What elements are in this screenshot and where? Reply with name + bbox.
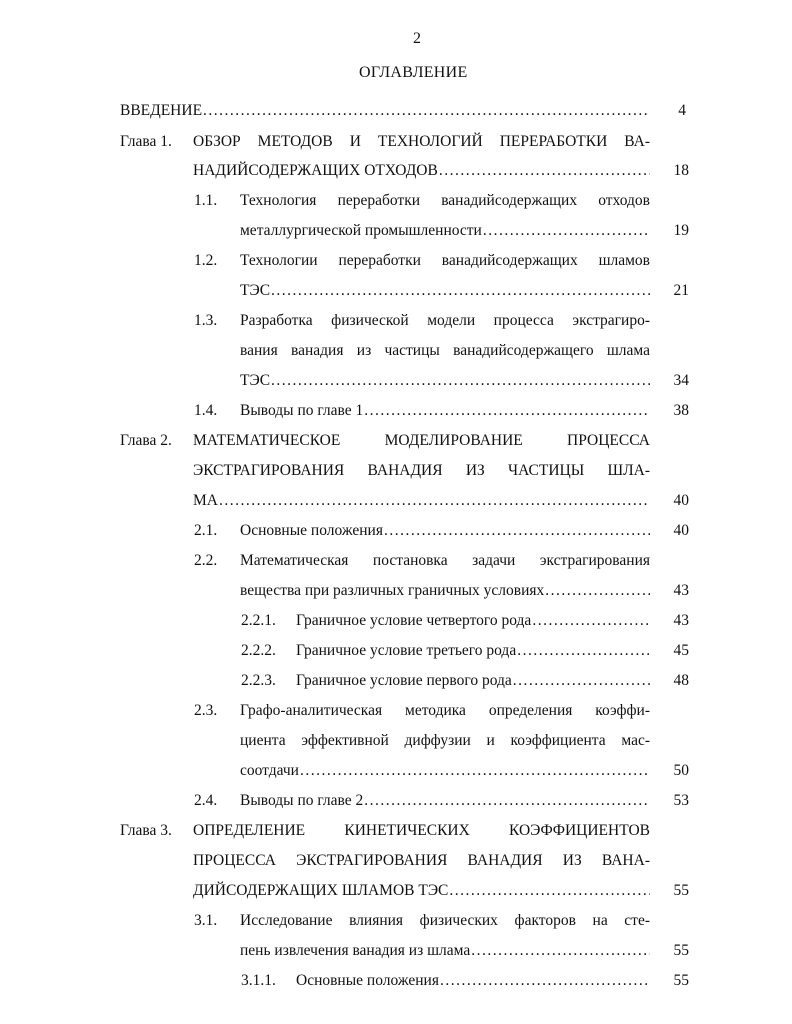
toc-dot-leader: [513, 672, 650, 690]
toc-entry-ch2-line2[interactable]: ЭКСТРАГИРОВАНИЯ ВАНАДИЯ ИЗ ЧАСТИЦЫ ШЛА-: [193, 462, 650, 479]
toc-dot-leader: [219, 492, 650, 510]
toc-dot-leader: [483, 222, 650, 240]
toc-entry-label: МА: [193, 492, 218, 509]
section-number: 2.2.: [194, 552, 218, 569]
section-number: 2.3.: [194, 702, 218, 719]
toc-entry-s1-1-line1[interactable]: Технология переработки ванадийсодержащих отходов: [240, 192, 650, 209]
toc-page-ref: 53: [673, 792, 689, 809]
toc-entry-s2-2-line2[interactable]: [240, 582, 650, 600]
toc-dot-leader: [384, 522, 650, 540]
section-number: 3.1.: [194, 912, 218, 929]
toc-entry-label: Основные положения: [240, 522, 383, 539]
toc-entry-s2-2-3[interactable]: [296, 672, 650, 690]
toc-dot-leader: [440, 972, 650, 990]
page-number: 2: [413, 30, 421, 47]
toc-page-ref: 40: [673, 522, 689, 539]
toc-page-ref: 48: [673, 672, 689, 689]
toc-page-ref: 55: [673, 942, 689, 959]
section-number: 1.3.: [194, 312, 218, 329]
section-number: 2.4.: [194, 792, 218, 809]
toc-dot-leader: [449, 882, 650, 900]
toc-entry-s3-1-line1[interactable]: Исследование влияния физических факторов на сте-: [240, 912, 650, 929]
toc-entry-ch2-line3[interactable]: [193, 492, 650, 510]
section-number: 1.2.: [194, 252, 218, 269]
toc-dot-leader: [364, 792, 650, 810]
toc-entry-ch1-line1[interactable]: ОБЗОР МЕТОДОВ И ТЕХНОЛОГИЙ ПЕРЕРАБОТКИ ВА-: [193, 133, 650, 150]
toc-entry-intro[interactable]: [120, 102, 650, 120]
toc-entry-label: Основные положения: [296, 972, 439, 989]
toc-entry-s3-1-1[interactable]: [296, 972, 650, 990]
subsection-number: 3.1.1.: [241, 972, 276, 989]
toc-entry-s1-1-line2[interactable]: [240, 222, 650, 240]
toc-entry-s2-3-line2[interactable]: циента эффективной диффузии и коэффициента мас-: [240, 732, 650, 749]
toc-entry-s2-2-2[interactable]: [296, 642, 650, 660]
toc-entry-label: металлургической промышленности: [240, 222, 482, 239]
toc-entry-ch1-line2[interactable]: [193, 162, 650, 180]
toc-entry-label: ДИЙСОДЕРЖАЩИХ ШЛАМОВ ТЭС: [193, 882, 449, 899]
chapter-label: Глава 1.: [120, 133, 172, 150]
toc-entry-ch3-line1[interactable]: ОПРЕДЕЛЕНИЕ КИНЕТИЧЕСКИХ КОЭФФИЦИЕНТОВ: [193, 822, 650, 839]
toc-entry-s1-2-line1[interactable]: Технологии переработки ванадийсодержащих шламов: [240, 252, 650, 269]
toc-entry-label: Выводы по главе 1: [240, 402, 364, 419]
toc-entry-s2-2-line1[interactable]: Математическая постановка задачи экстрагирования: [240, 552, 650, 569]
toc-page-ref: 43: [673, 582, 689, 599]
toc-entry-label: Выводы по главе 2: [240, 792, 364, 809]
toc-dot-leader: [545, 582, 650, 600]
toc-entry-s2-4[interactable]: [240, 792, 650, 810]
section-number: 2.1.: [194, 522, 218, 539]
toc-entry-label: пень извлечения ванадия из шлама: [240, 942, 471, 959]
toc-page-ref: 21: [673, 282, 689, 299]
toc-entry-s1-4[interactable]: [240, 402, 650, 420]
toc-entry-s2-1[interactable]: [240, 522, 650, 540]
toc-page-ref: 55: [673, 882, 689, 899]
toc-entry-label: ТЭС: [240, 372, 271, 389]
page-title: ОГЛАВЛЕНИЕ: [359, 64, 468, 81]
toc-dot-leader: [517, 642, 650, 660]
toc-page-ref: 40: [673, 492, 689, 509]
toc-dot-leader: [532, 612, 650, 630]
toc-entry-label: соотдачи: [240, 762, 299, 779]
toc-page-ref: 34: [673, 372, 689, 389]
toc-page-ref: 50: [673, 762, 689, 779]
toc-entry-s1-3-line1[interactable]: Разработка физической модели процесса экстрагиро-: [240, 312, 650, 329]
toc-dot-leader: [203, 102, 650, 120]
toc-entry-s2-3-line3[interactable]: [240, 762, 650, 780]
toc-dot-leader: [364, 402, 650, 420]
toc-page-ref: 18: [673, 162, 689, 179]
section-number: 1.4.: [194, 402, 218, 419]
toc-entry-ch2-line1[interactable]: МАТЕМАТИЧЕСКОЕ МОДЕЛИРОВАНИЕ ПРОЦЕССА: [193, 432, 650, 449]
toc-entry-s2-3-line1[interactable]: Графо-аналитическая методика определения коэффи-: [240, 702, 650, 719]
toc-entry-label: вещества при различных граничных условиях: [240, 582, 545, 599]
toc-entry-s1-2-line2[interactable]: [240, 282, 650, 300]
toc-dot-leader: [271, 372, 650, 390]
chapter-label: Глава 2.: [120, 432, 172, 449]
toc-entry-s2-2-1[interactable]: [296, 612, 650, 630]
toc-page-ref: 45: [673, 642, 689, 659]
toc-entry-ch3-line3[interactable]: [193, 882, 650, 900]
section-number: 1.1.: [194, 192, 218, 209]
toc-entry-label: Граничное условие четвертого рода: [296, 612, 532, 629]
toc-dot-leader: [271, 282, 650, 300]
subsection-number: 2.2.3.: [241, 672, 276, 689]
toc-dot-leader: [439, 162, 650, 180]
toc-entry-label: Граничное условие третьего рода: [296, 642, 517, 659]
toc-page-ref: 19: [673, 222, 689, 239]
toc-entry-label: НАДИЙСОДЕРЖАЩИХ ОТХОДОВ: [193, 162, 438, 179]
toc-entry-label: Граничное условие первого рода: [296, 672, 512, 689]
toc-entry-label: ВВЕДЕНИЕ: [120, 102, 203, 119]
toc-page-ref: 38: [673, 402, 689, 419]
subsection-number: 2.2.1.: [241, 612, 276, 629]
subsection-number: 2.2.2.: [241, 642, 276, 659]
toc-page-ref: 43: [673, 612, 689, 629]
toc-entry-s1-3-line2[interactable]: вания ванадия из частицы ванадийсодержащего шлама: [240, 342, 650, 359]
toc-entry-s3-1-line2[interactable]: [240, 942, 650, 960]
toc-entry-ch3-line2[interactable]: ПРОЦЕССА ЭКСТРАГИРОВАНИЯ ВАНАДИЯ ИЗ ВАНА-: [193, 852, 650, 869]
toc-entry-label: ТЭС: [240, 282, 271, 299]
toc-entry-s1-3-line3[interactable]: [240, 372, 650, 390]
toc-page-ref: 55: [673, 972, 689, 989]
toc-dot-leader: [471, 942, 650, 960]
toc-page-ref: 4: [678, 102, 686, 119]
toc-dot-leader: [300, 762, 650, 780]
chapter-label: Глава 3.: [120, 822, 172, 839]
